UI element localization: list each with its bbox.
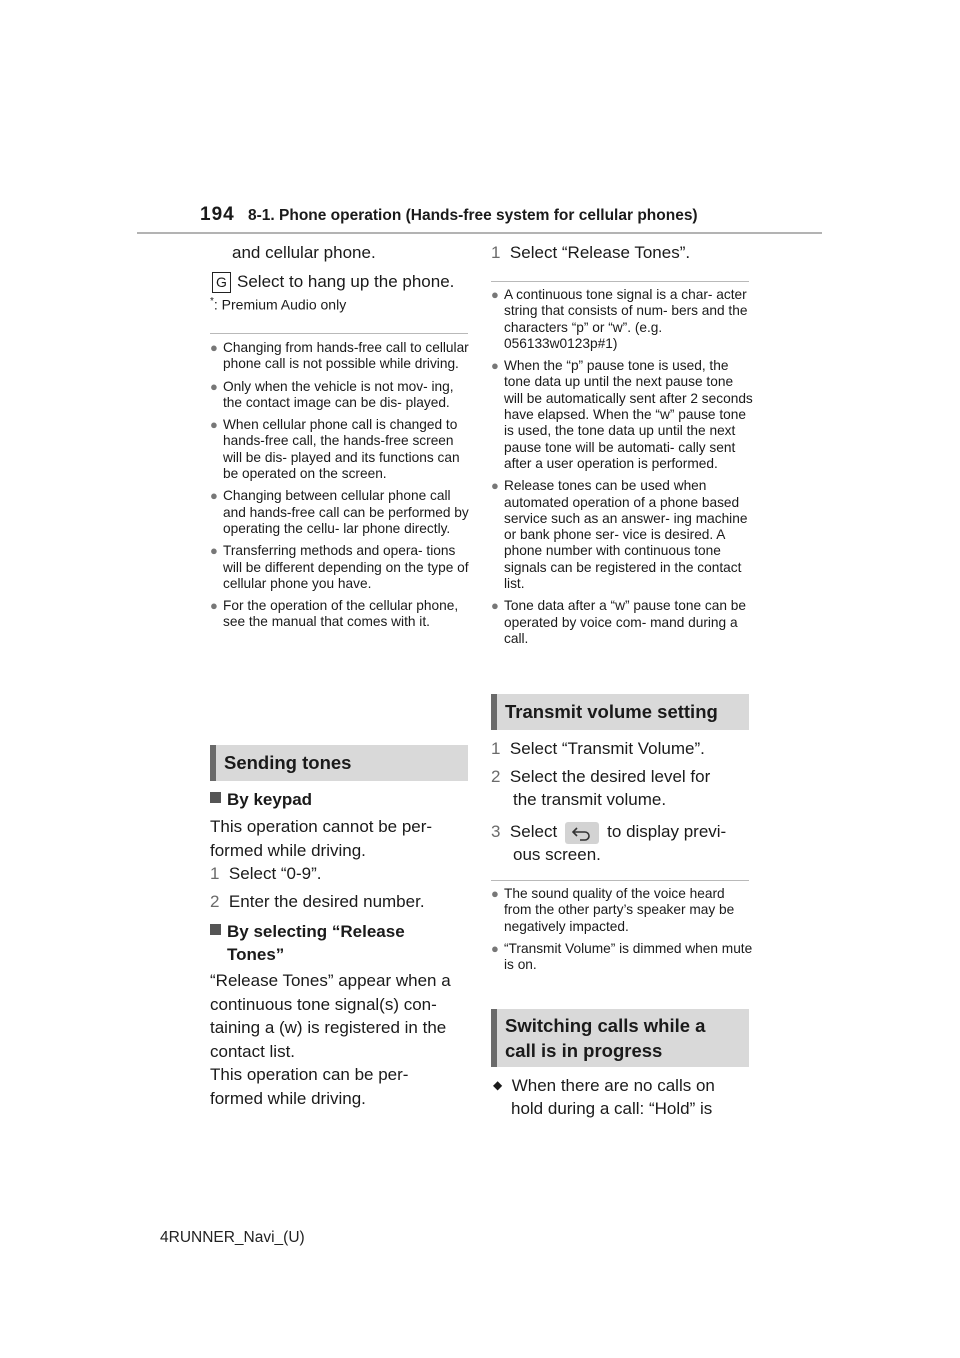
header-divider <box>137 232 822 234</box>
step-number: 1 <box>491 243 501 262</box>
footnote-star: * <box>210 296 214 307</box>
note-text: A continuous tone signal is a char- acter string that consists of num- bers and the characters “p” or “w”. (e.g. 056133w0123p#1) <box>504 287 748 351</box>
note-item <box>210 543 472 592</box>
step-text-after: to display previ- <box>607 822 727 841</box>
by-release-heading-line2: Tones” <box>227 945 285 964</box>
footer-model: 4RUNNER_Navi_(U) <box>160 1229 305 1246</box>
section-title: 8-1. Phone operation (Hands-free system for cellular phones) <box>248 207 698 224</box>
note-text: Changing between cellular phone call and hands-free call can be performed by operating the cellu- lar phone directly. <box>223 488 469 536</box>
sending-tones-heading: Sending tones <box>210 745 468 781</box>
note-text: Only when the vehicle is not mov- ing, the contact image can be dis- played. <box>223 378 454 410</box>
release-line: formed while driving. <box>210 1088 366 1108</box>
note-text: Tone data after a “w” pause tone can be operated by voice com- mand during a call. <box>504 598 746 646</box>
bullet-icon: ● <box>491 478 499 494</box>
release-line: taining a (w) is registered in the <box>210 1018 447 1037</box>
by-release-heading <box>210 920 405 944</box>
bullet-icon: ● <box>210 417 218 433</box>
bullet-icon: ● <box>491 598 499 614</box>
bullet-icon: ● <box>210 340 218 355</box>
step-number: 1 <box>491 739 501 758</box>
by-keypad-heading <box>210 788 312 812</box>
release-line: contact list. <box>210 1041 296 1061</box>
notes-divider <box>210 333 468 334</box>
release-paragraph <box>210 969 472 1110</box>
switching-bullet-line2: hold during a call: “Hold” is <box>511 1099 713 1118</box>
transmit-step-2 <box>491 765 710 789</box>
note-text: Transferring methods and opera- tions will be different depending on the type of cellular phone you have. <box>223 543 469 591</box>
note-text: When the “p” pause tone is used, the tone data up until the next pause tone will be automatically sent after 2 seconds have elapsed. When the “w” pause tone is used, the tone data up until the next pause tone will be automati- cally sent after a user operation is performed. <box>504 358 753 471</box>
transmit-step-2-line2: the transmit volume. <box>513 790 667 809</box>
switching-calls-heading <box>491 1009 749 1067</box>
notes-divider <box>491 281 749 282</box>
callout-g-label: G <box>212 272 231 293</box>
release-line: “Release Tones” appear when a <box>210 971 451 990</box>
bullet-icon: ● <box>491 940 499 956</box>
bullet-icon: ● <box>491 886 499 901</box>
bullet-icon: ● <box>210 543 218 559</box>
back-arrow-icon[interactable] <box>565 822 599 844</box>
transmit-step-1 <box>491 737 705 761</box>
release-step-1 <box>491 241 690 265</box>
note-item <box>491 941 753 974</box>
bullet-icon: ● <box>210 598 218 614</box>
bullet-icon: ● <box>491 358 499 374</box>
diamond-bullet-icon: ◆ <box>493 1078 503 1092</box>
step-text: Select “Release Tones”. <box>509 243 691 262</box>
step-text: Select “0-9”. <box>228 864 322 883</box>
left-notes-list <box>210 340 472 637</box>
bullet-icon: ● <box>210 488 218 504</box>
note-item <box>210 488 472 537</box>
note-item <box>491 358 753 472</box>
transmit-step-3 <box>491 820 726 844</box>
keypad-paragraph: This operation cannot be per- formed while driving. <box>210 817 433 860</box>
release-line: continuous tone signal(s) con- <box>210 994 437 1014</box>
note-item <box>210 379 472 412</box>
note-item <box>210 340 472 373</box>
note-text: For the operation of the cellular phone, see the manual that comes with it. <box>223 598 459 630</box>
note-item <box>491 886 753 935</box>
note-item <box>491 478 753 592</box>
bullet-icon: ● <box>491 287 499 302</box>
transmit-notes-list <box>491 886 753 979</box>
note-text: When cellular phone call is changed to hands-free call, the hands-free screen will be dis- played and its functions can be operated on the screen. <box>223 417 460 482</box>
release-line: This operation can be per- <box>210 1065 409 1084</box>
step-text: Select the desired level for <box>509 767 711 786</box>
notes-divider <box>491 880 749 881</box>
intro-line: and cellular phone. <box>232 243 376 262</box>
transmit-step-3-line2: ous screen. <box>513 845 601 864</box>
footnote-text: : Premium Audio only <box>213 296 347 313</box>
note-item <box>210 417 472 482</box>
switching-heading-line2: call is in progress <box>505 1040 663 1061</box>
step-number: 1 <box>210 864 220 883</box>
footnote <box>210 296 346 313</box>
keypad-step-1 <box>210 862 322 886</box>
by-release-text-1: By selecting “Release <box>227 922 405 941</box>
step-number: 3 <box>491 822 501 841</box>
hangup-line <box>212 270 454 294</box>
note-item <box>210 598 472 631</box>
note-text: Release tones can be used when automated operation of a phone based service such as an answer- ing machine or bank phone ser- vice is desired. A phone number with continuous tone signals can be registered in the contact list. <box>504 478 748 592</box>
switching-heading-line1: Switching calls while a <box>505 1015 706 1036</box>
by-keypad-text: By keypad <box>227 790 313 809</box>
transmit-volume-heading: Transmit volume setting <box>491 694 749 730</box>
bullet-icon: ● <box>210 378 218 394</box>
switching-bullet <box>493 1074 715 1098</box>
right-notes-list <box>491 287 753 653</box>
square-bullet-icon <box>210 924 221 935</box>
step-number: 2 <box>210 892 220 911</box>
note-text: “Transmit Volume” is dimmed when mute is on. <box>504 940 753 973</box>
square-bullet-icon <box>210 792 221 803</box>
hangup-text: Select to hang up the phone. <box>237 272 455 291</box>
note-item <box>491 287 753 352</box>
step-text: Select “Transmit Volume”. <box>509 739 705 758</box>
note-item <box>491 598 753 647</box>
step-text: Select <box>509 822 558 841</box>
step-number: 2 <box>491 767 501 786</box>
switching-bullet-text: When there are no calls on <box>511 1076 715 1095</box>
step-text: Enter the desired number. <box>228 892 425 911</box>
keypad-step-2 <box>210 890 425 914</box>
page-number: 194 <box>200 204 235 225</box>
note-text: The sound quality of the voice heard from the other party’s speaker may be negatively impacted. <box>504 886 735 934</box>
note-text: Changing from hands-free call to cellular phone call is not possible while driving. <box>223 340 469 372</box>
